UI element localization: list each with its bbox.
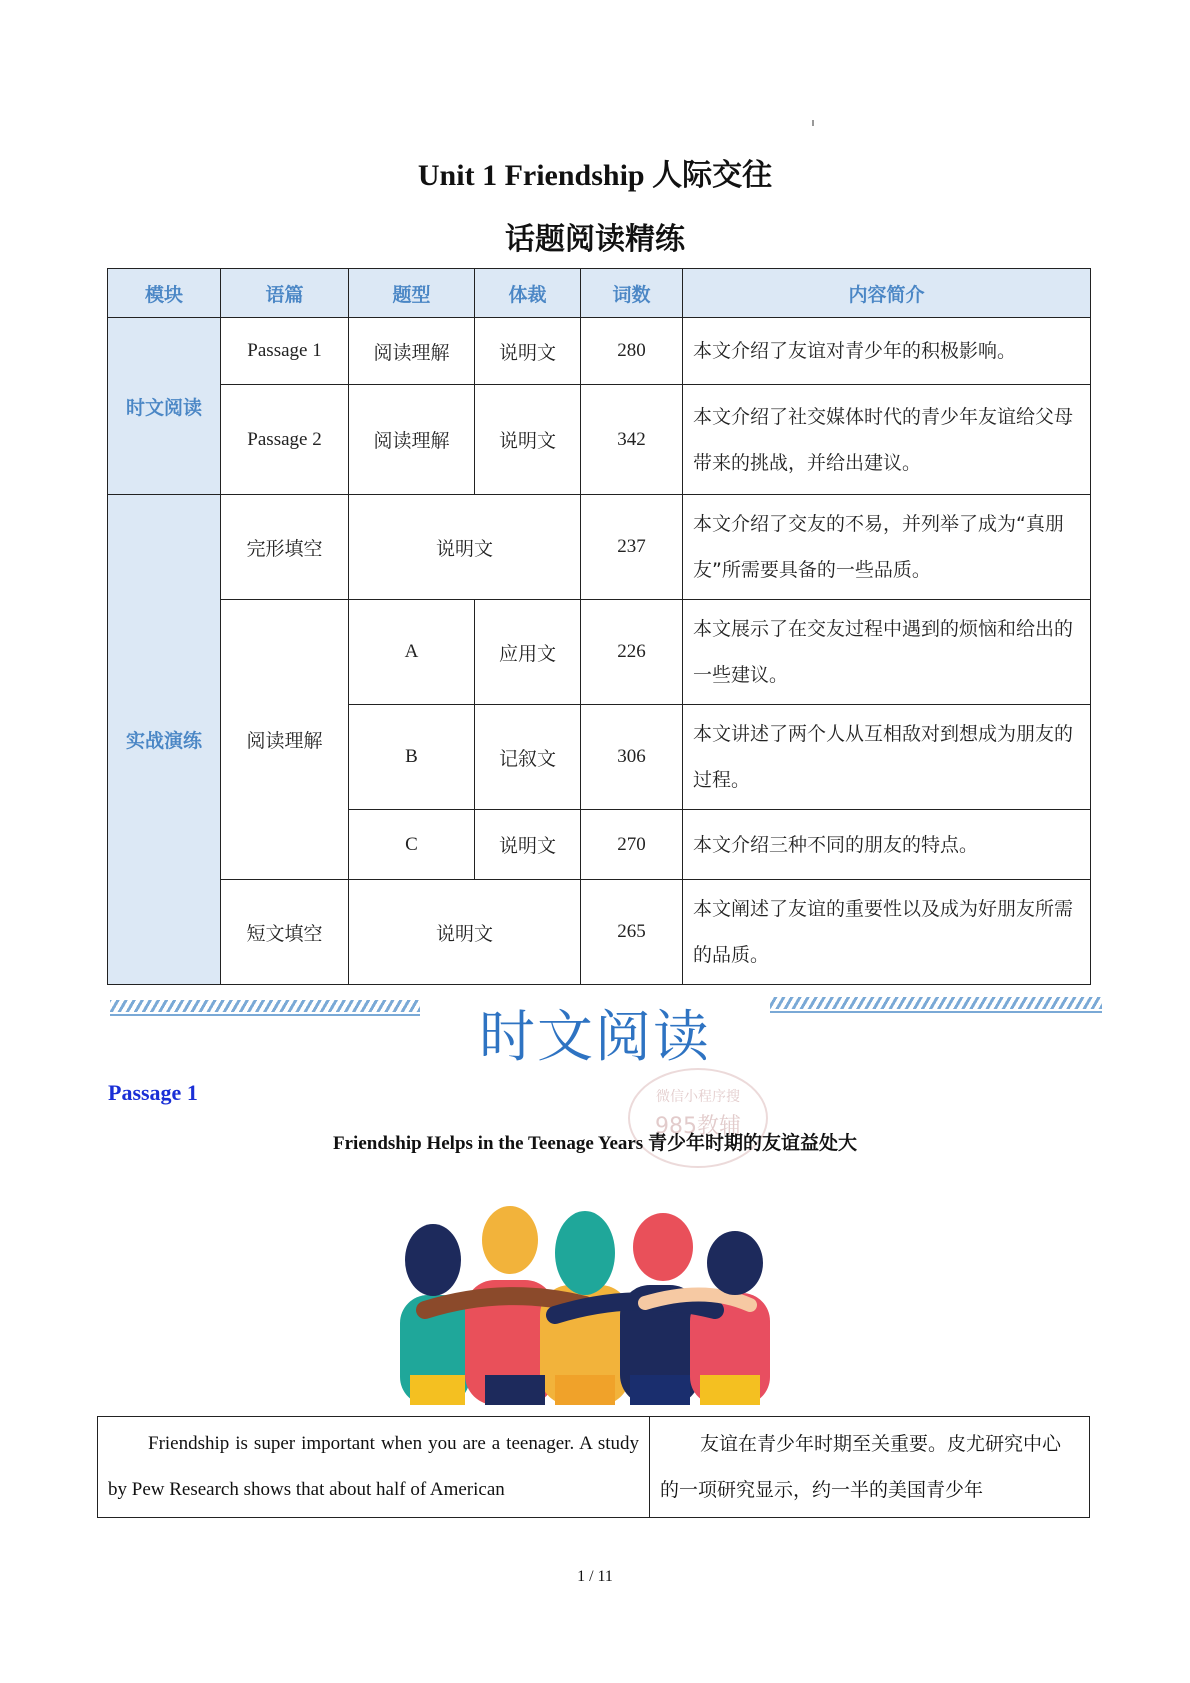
friends-hugging-illustration: [385, 1185, 805, 1405]
english-paragraph: Friendship is super important when you are a teenager. A study by Pew Research shows that about half of American: [98, 1417, 650, 1518]
table-row: [108, 495, 1091, 600]
table-row: [98, 1417, 1090, 1518]
genre: 说明文: [475, 318, 581, 385]
passage-name: 阅读理解: [221, 600, 349, 880]
page-number: 1 / 11: [577, 1568, 613, 1585]
table-row: [108, 600, 1091, 705]
summary: 本文介绍了交友的不易，并列举了成为“真朋友”所需要具备的一些品质。: [683, 495, 1091, 600]
sub-passage-label: C: [349, 810, 475, 880]
module-practice: 实战演练: [108, 495, 221, 985]
bilingual-text-table: [97, 1416, 1090, 1518]
chinese-paragraph: 友谊在青少年时期至关重要。皮尤研究中心的一项研究显示，约一半的美国青少年: [650, 1417, 1090, 1518]
genre: 应用文: [475, 600, 581, 705]
section-title: 时文阅读: [479, 1005, 711, 1070]
article-title: Friendship Helps in the Teenage Years 青少年时期的友谊益处大: [333, 1133, 857, 1154]
passage-name: Passage 1: [221, 318, 349, 385]
overview-header-row: [108, 269, 1091, 318]
summary: 本文介绍了社交媒体时代的青少年友谊给父母带来的挑战，并给出建议。: [683, 385, 1091, 495]
word-count: 342: [581, 385, 683, 495]
sub-passage-label: B: [349, 705, 475, 810]
word-count: 237: [581, 495, 683, 600]
summary: 本文讲述了两个人从互相敌对到想成为朋友的过程。: [683, 705, 1091, 810]
header-summary: 内容简介: [683, 269, 1091, 318]
header-question-type: 题型: [349, 269, 475, 318]
table-row: [108, 318, 1091, 385]
passage-name: Passage 2: [221, 385, 349, 495]
word-count: 226: [581, 600, 683, 705]
header-word-count: 词数: [581, 269, 683, 318]
header-passage: 语篇: [221, 269, 349, 318]
passage-name: 短文填空: [221, 880, 349, 985]
decorative-mark: [812, 120, 814, 126]
passage-name: 完形填空: [221, 495, 349, 600]
word-count: 270: [581, 810, 683, 880]
module-current-reading: 时文阅读: [108, 318, 221, 495]
sub-passage-label: A: [349, 600, 475, 705]
page-title: Unit 1 Friendship 人际交往: [417, 159, 773, 192]
summary: 本文阐述了友谊的重要性以及成为好朋友所需的品质。: [683, 880, 1091, 985]
table-row: [108, 385, 1091, 495]
word-count: 280: [581, 318, 683, 385]
genre: 记叙文: [475, 705, 581, 810]
summary: 本文展示了在交友过程中遇到的烦恼和给出的一些建议。: [683, 600, 1091, 705]
overview-table: [107, 268, 1091, 985]
word-count: 265: [581, 880, 683, 985]
page-subtitle: 话题阅读精练: [505, 222, 685, 257]
stamp-text: 微信小程序搜: [656, 1089, 740, 1105]
table-row: [108, 880, 1091, 985]
summary: 本文介绍三种不同的朋友的特点。: [683, 810, 1091, 880]
genre: 说明文: [475, 385, 581, 495]
question-type: 阅读理解: [349, 318, 475, 385]
genre: 说明文: [349, 495, 581, 600]
genre: 说明文: [475, 810, 581, 880]
passage-label: Passage 1: [108, 1080, 198, 1105]
header-genre: 体裁: [475, 269, 581, 318]
summary: 本文介绍了友谊对青少年的积极影响。: [683, 318, 1091, 385]
stamp-text: 985教辅: [655, 1114, 741, 1139]
header-module: 模块: [108, 269, 221, 318]
genre: 说明文: [349, 880, 581, 985]
question-type: 阅读理解: [349, 385, 475, 495]
word-count: 306: [581, 705, 683, 810]
